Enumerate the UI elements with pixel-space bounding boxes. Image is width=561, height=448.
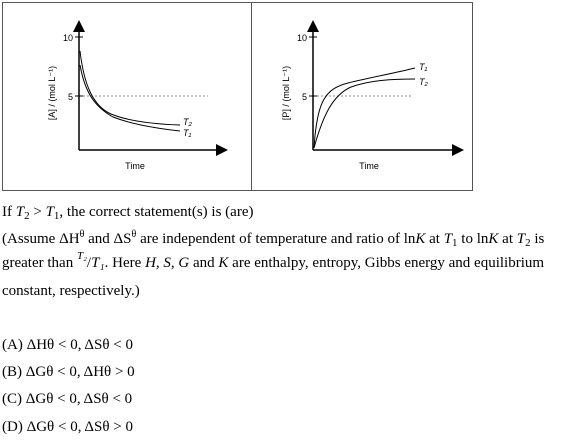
q-theta: θ bbox=[79, 229, 85, 240]
q-text: If bbox=[2, 204, 16, 220]
right-curve-label-t2: T₂ bbox=[419, 77, 428, 87]
left-y-axis-label: [A] / (mol L⁻¹) bbox=[47, 65, 57, 121]
left-tick-label-5: 5 bbox=[67, 92, 73, 102]
q-var-t1: T bbox=[45, 204, 54, 220]
q-text: to ln bbox=[457, 231, 489, 247]
q-var-t1: T bbox=[443, 231, 453, 247]
option-label: (A) bbox=[2, 337, 23, 353]
frac-denominator: T₁ bbox=[91, 255, 105, 271]
option-c bbox=[2, 391, 132, 408]
frac-numerator: T₂ bbox=[76, 250, 87, 262]
right-tick-label-10: 10 bbox=[296, 33, 307, 43]
q-var-k: K bbox=[488, 231, 499, 247]
q-text: and ΔS bbox=[84, 231, 132, 247]
left-curve-t2 bbox=[80, 51, 180, 125]
q-var-k: K bbox=[218, 255, 229, 271]
left-panel bbox=[47, 23, 225, 171]
right-y-axis-label: [P] / (mol L⁻¹) bbox=[281, 65, 291, 121]
q-text: at bbox=[425, 231, 444, 247]
q-sub: 2 bbox=[525, 237, 531, 249]
q-text: are enthalpy, entropy, Gibbs energy and equilibrium bbox=[228, 255, 545, 271]
q-text: are independent of temperature and ratio of ln bbox=[136, 231, 416, 247]
q-text: > bbox=[29, 204, 46, 220]
option-label: (D) bbox=[2, 419, 23, 435]
q-text: is bbox=[530, 231, 545, 247]
q-text: at bbox=[498, 231, 517, 247]
option-label: (B) bbox=[2, 364, 22, 380]
right-panel bbox=[281, 23, 461, 171]
q-text: and bbox=[189, 255, 219, 271]
left-tick-label-10: 10 bbox=[62, 33, 73, 43]
q-var-t2: T bbox=[15, 204, 25, 220]
right-curve-label-t1: T₁ bbox=[419, 62, 428, 72]
q-var-k: K bbox=[415, 231, 426, 247]
q-text: greater than bbox=[2, 255, 77, 271]
question-line-4: constant, respectively.) bbox=[2, 283, 140, 299]
left-curve-label-t1: T₁ bbox=[183, 128, 192, 138]
option-text: ΔHθ < 0, ΔSθ < 0 bbox=[26, 337, 134, 353]
q-sub: 1 bbox=[53, 210, 60, 222]
right-tick-label-5: 5 bbox=[301, 92, 307, 102]
right-curve-t2 bbox=[314, 79, 415, 148]
right-x-axis-label: Time bbox=[359, 161, 379, 171]
q-sub: 2 bbox=[24, 210, 30, 222]
left-curve-t1 bbox=[80, 65, 180, 131]
option-b bbox=[2, 364, 135, 381]
left-x-axis-label: Time bbox=[125, 161, 145, 171]
q-var-t2: T bbox=[516, 231, 526, 247]
q-vars: H, S, G bbox=[145, 255, 190, 271]
q-sub: 1 bbox=[452, 237, 458, 249]
option-d bbox=[2, 419, 133, 436]
q-text: , the correct statement(s) is (are) bbox=[59, 204, 254, 220]
q-theta: θ bbox=[131, 229, 137, 240]
option-label: (C) bbox=[2, 391, 22, 407]
question-line-3: greater than $^{T_2}$/T₁. Here H, S, G and K are enthalpy, entropy, Gibbs energy and equilibrium bbox=[2, 250, 545, 271]
reaction-graphs-figure bbox=[2, 2, 473, 191]
q-text: . Here bbox=[104, 255, 146, 271]
option-text: ΔGθ < 0, ΔHθ > 0 bbox=[25, 364, 135, 380]
option-text: ΔGθ < 0, ΔSθ > 0 bbox=[26, 419, 134, 435]
option-text: ΔGθ < 0, ΔSθ < 0 bbox=[25, 391, 133, 407]
q-text: (Assume ΔH bbox=[2, 231, 80, 247]
left-curve-label-t2: T₂ bbox=[183, 117, 192, 127]
panel-divider bbox=[251, 3, 252, 190]
graphs-svg bbox=[3, 3, 474, 192]
option-a bbox=[2, 337, 133, 354]
